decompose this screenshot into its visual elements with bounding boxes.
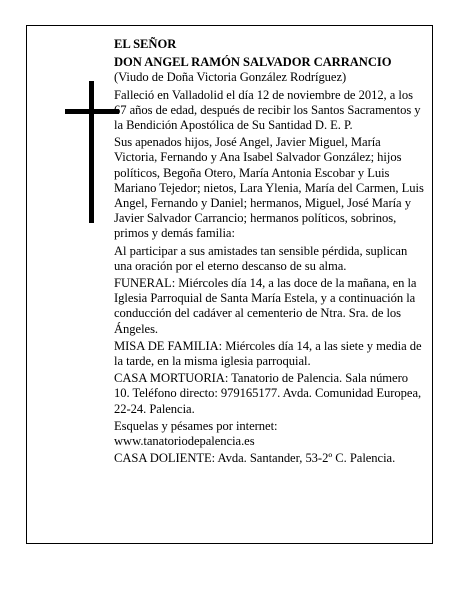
widower-line: (Viudo de Doña Victoria González Rodríguez): [114, 70, 347, 85]
obituary-text: [114, 37, 426, 468]
mourning-house-details: CASA DOLIENTE: Avda. Santander, 53-2º C. Palencia.: [114, 451, 396, 466]
funeral-details: FUNERAL: Miércoles día 14, a las doce de la mañana, en la Iglesia Parroquial de Santa María Estela, y a continuación la conducción del cadáver al cementerio de Ntra. Sra. de los Ángeles.: [114, 276, 417, 336]
internet-label: Esquelas y pésames por internet:: [114, 418, 278, 433]
obituary-heading: EL SEÑOR: [114, 37, 177, 51]
deceased-name: DON ANGEL RAMÓN SALVADOR CARRANCIO: [114, 55, 392, 70]
internet-url[interactable]: www.tanatoriodepalencia.es: [114, 434, 255, 449]
funeral-home-details: CASA MORTUORIA: Tanatorio de Palencia. Sala número 10. Teléfono directo: 979165177. Avda. Comunidad Europea, 22-24. Palencia.: [114, 371, 422, 416]
family-list: Sus apenados hijos, José Angel, Javier Miguel, María Victoria, Fernando y Ana Isabel Salvador González; hijos políticos, Begoña Otero, María Antonia Escobar y Luis Mariano Tejedor; nietos, Lara Ylenia, María del Carmen, Luis Angel, Fernando y Daniel; hermanos, Miguel, José María y Javier Salvador Carrancio; hermanos políticos, sobrinos, primos y demás familia:: [114, 135, 424, 241]
family-mass-details: MISA DE FAMILIA: Miércoles día 14, a las siete y media de la tarde, en la misma iglesia parroquial.: [114, 338, 422, 369]
internet-condolences: [114, 419, 426, 449]
death-announcement: Falleció en Valladolid el día 12 de noviembre de 2012, a los 67 años de edad, después de recibir los Santos Sacramentos y la Bendición Apostólica de Su Santidad D. E. P.: [114, 87, 421, 133]
cross-horizontal-bar: [65, 109, 119, 114]
cross-vertical-bar: [89, 81, 94, 223]
prayer-request: Al participar a sus amistades tan sensible pérdida, suplican una oración por el eterno descanso de su alma.: [114, 243, 408, 273]
cross-icon: [65, 81, 119, 223]
